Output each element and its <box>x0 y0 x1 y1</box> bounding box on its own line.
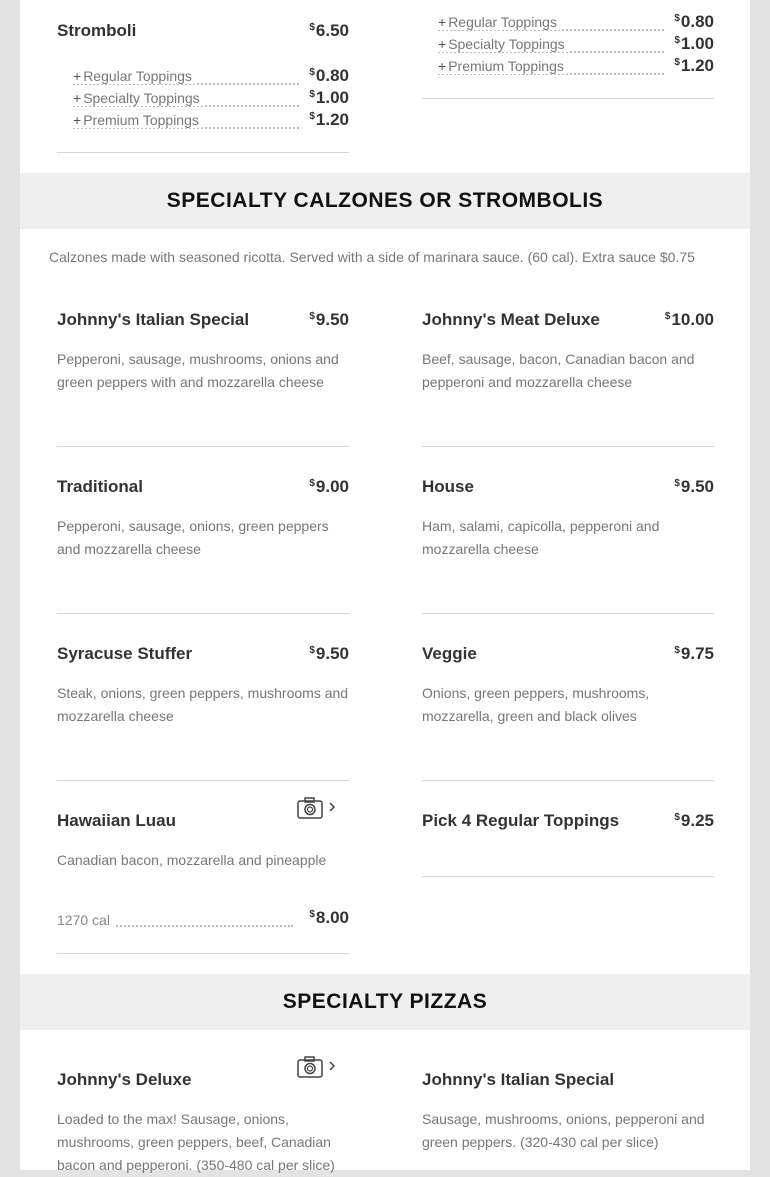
divider <box>422 98 714 99</box>
item-description: Loaded to the max! Sausage, onions, mushrooms, green peppers, beef, Canadian bacon and pepperoni. (350-480 cal per slice) <box>57 1111 335 1173</box>
item-price: $8.00 <box>309 908 349 927</box>
view-photo-button[interactable] <box>297 797 339 819</box>
item-name: Stromboli <box>57 21 137 40</box>
chevron-right-icon <box>330 1062 334 1070</box>
item-price: $10.00 <box>664 310 714 329</box>
divider <box>57 613 349 614</box>
item-description: Steak, onions, green peppers, mushrooms and mozzarella cheese <box>57 685 349 724</box>
item-description: Canadian bacon, mozzarella and pineapple <box>57 852 327 868</box>
addon-specialty-toppings[interactable]: + Specialty Toppings $1.00 <box>73 88 349 107</box>
menu-item-johnnys-meat-deluxe[interactable] <box>422 310 714 447</box>
item-description: Pepperoni, sausage, mushrooms, onions and green peppers with and mozzarella cheese <box>57 351 339 390</box>
addon-regular-toppings[interactable]: + Regular Toppings $0.80 <box>438 12 714 31</box>
menu-item-syracuse-stuffer[interactable] <box>57 644 349 781</box>
item-name: Syracuse Stuffer <box>57 644 193 663</box>
item-description: Ham, salami, capicolla, pepperoni and mozzarella cheese <box>422 518 660 557</box>
menu-item-traditional[interactable] <box>57 477 349 614</box>
addon-specialty-toppings[interactable]: + Specialty Toppings $1.00 <box>438 34 714 53</box>
menu-item-veggie[interactable] <box>422 644 714 781</box>
item-description: Beef, sausage, bacon, Canadian bacon and pepperoni and mozzarella cheese <box>422 351 695 390</box>
divider <box>422 780 714 781</box>
camera-icon <box>297 797 339 819</box>
item-price: $6.50 <box>309 21 349 40</box>
section-header-calzones: SPECIALTY CALZONES OR STROMBOLIS <box>20 173 750 229</box>
item-name: Johnny's Meat Deluxe <box>422 310 600 329</box>
item-price: $9.00 <box>309 477 349 496</box>
divider <box>422 613 714 614</box>
item-name: Pick 4 Regular Toppings <box>422 811 620 830</box>
item-description: Pepperoni, sausage, onions, green peppers and mozzarella cheese <box>57 518 329 557</box>
calorie-price-row <box>57 908 349 930</box>
divider <box>422 446 714 447</box>
menu-item-house[interactable] <box>422 477 714 614</box>
divider <box>57 152 349 153</box>
view-photo-button[interactable] <box>297 1056 339 1078</box>
menu-item-hawaiian-luau[interactable] <box>57 811 349 954</box>
menu-item-pick-4-regular-toppings[interactable] <box>422 811 714 878</box>
camera-icon <box>297 1056 339 1078</box>
addon-premium-toppings[interactable]: + Premium Toppings $1.20 <box>73 110 349 129</box>
item-name: Johnny's Deluxe <box>57 1070 192 1089</box>
menu-page <box>20 0 750 1173</box>
divider <box>57 953 349 954</box>
menu-item-stromboli[interactable] <box>57 21 349 153</box>
section-header-pizzas: SPECIALTY PIZZAS <box>20 974 750 1030</box>
section-intro: Calzones made with seasoned ricotta. Served with a side of marinara sauce. (60 cal). Extra sauce $0.75 <box>49 249 695 265</box>
divider <box>57 780 349 781</box>
item-price: $9.75 <box>674 644 714 663</box>
chevron-right-icon <box>330 803 334 811</box>
item-price: $9.50 <box>674 477 714 496</box>
menu-item-johnnys-deluxe[interactable] <box>57 1070 349 1173</box>
item-name: Johnny's Italian Special <box>422 1070 615 1089</box>
item-name: Traditional <box>57 477 143 496</box>
item-price: $9.25 <box>674 811 714 830</box>
menu-item-johnnys-italian-special-pizza[interactable] <box>422 1070 714 1170</box>
item-description: Sausage, mushrooms, onions, pepperoni and green peppers. (320-430 cal per slice) <box>422 1111 705 1150</box>
item-price: $9.50 <box>309 644 349 663</box>
divider <box>422 876 714 877</box>
item-name: House <box>422 477 474 496</box>
item-description: Onions, green peppers, mushrooms, mozzarella, green and black olives <box>422 685 650 724</box>
item-name: Johnny's Italian Special <box>57 310 250 329</box>
menu-item-johnnys-italian-special[interactable] <box>57 310 349 447</box>
addon-premium-toppings[interactable]: + Premium Toppings $1.20 <box>438 56 714 75</box>
divider <box>57 446 349 447</box>
item-price: $9.50 <box>309 310 349 329</box>
menu-item-addons-right <box>422 0 714 100</box>
addon-regular-toppings[interactable]: + Regular Toppings $0.80 <box>73 66 349 85</box>
calorie-label: 1270 cal <box>57 912 116 928</box>
item-name: Hawaiian Luau <box>57 811 177 830</box>
item-name: Veggie <box>422 644 477 663</box>
